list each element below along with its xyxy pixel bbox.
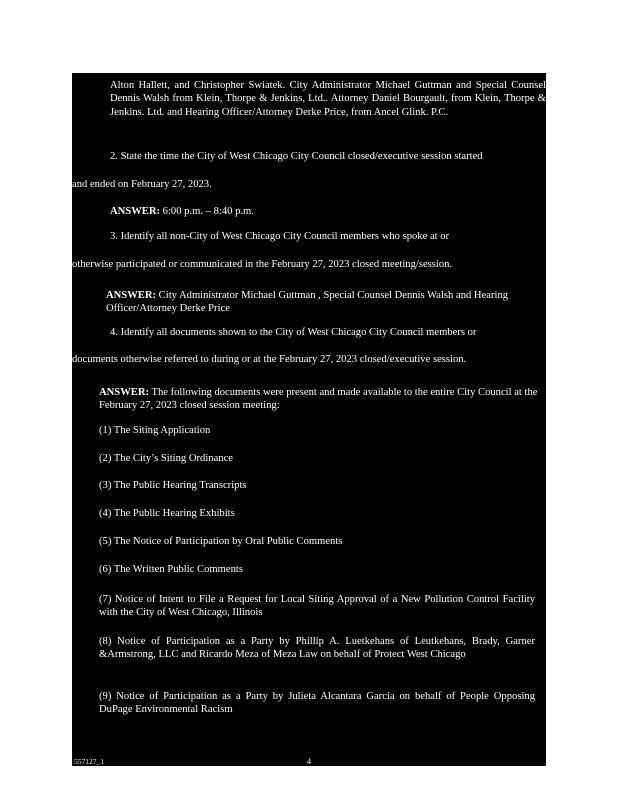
answer-4 — [99, 386, 546, 413]
answer-2-text: 6:00 p.m. – 8:40 p.m. — [160, 206, 254, 217]
question-3-line-1: 3. Identify all non-City of West Chicago City Council members who spoke at or — [110, 231, 450, 242]
question-2-line-1: 2. State the time the City of West Chicago City Council closed/executive session started — [110, 151, 483, 162]
answer-4-text: The following documents were present and made available to the entire City Council at the February 27, 2023 closed session meeting: — [99, 387, 538, 412]
document-item: (2) The City’s Siting Ordinance — [99, 453, 233, 464]
document-item: (3) The Public Hearing Transcripts — [99, 480, 247, 491]
page-number: 4 — [307, 757, 311, 766]
question-4-line-1: 4. Identify all documents shown to the City of West Chicago City Council members or — [110, 327, 477, 338]
document-item: (9) Notice of Participation as a Party by Julieta Alcantara Garcia on behalf of People Opposing DuPage Environmental Racism — [99, 691, 535, 716]
answer-2 — [110, 205, 540, 218]
answer-4-label: ANSWER: — [99, 387, 150, 398]
document-page — [72, 73, 546, 766]
answer-3-label: ANSWER: — [106, 290, 157, 301]
answer-3-text: City Administrator Michael Guttman , Special Counsel Dennis Walsh and Hearing Officer/Attorney Derke Price — [106, 290, 509, 315]
answer-3 — [106, 289, 536, 316]
document-item: (4) The Public Hearing Exhibits — [99, 508, 235, 519]
question-3-line-2: otherwise participated or communicated in the February 27, 2023 closed meeting/session. — [72, 259, 453, 270]
document-item: (7) Notice of Intent to File a Request for Local Siting Approval of a New Pollution Control Facility with the City of West Chicago, Illinois — [99, 594, 535, 619]
footer-doc-id: 557127_1 — [74, 757, 104, 766]
document-item: (6) The Written Public Comments — [99, 564, 243, 575]
question-4-line-2: documents otherwise referred to during or at the February 27, 2023 closed/executive session. — [72, 354, 467, 365]
document-item: (8) Notice of Participation as a Party by Phillip A. Luetkehans of Leutkehans, Brady, Garner &Armstrong, LLC and Ricardo Meza of Meza Law on behalf of Protect West Chicago — [99, 636, 535, 661]
answer-2-label: ANSWER: — [110, 206, 161, 217]
paragraph-continuation: Alton Hallett, and Christopher Swiatek. City Administrator Michael Guttman and Special Counsel Dennis Walsh from Klein, Thorpe & Jenkins, Ltd.. Attorney Daniel Bourgault, from Klein, Thorpe & Jenkins. Ltd. and Hearing Officer/Attorney Derke Price, from Ancel Glink. P.C. — [110, 80, 546, 118]
document-item: (5) The Notice of Participation by Oral Public Comments — [99, 536, 343, 547]
document-item: (1) The Siting Application — [99, 425, 211, 436]
question-2-line-2: and ended on February 27, 2023. — [72, 179, 212, 190]
